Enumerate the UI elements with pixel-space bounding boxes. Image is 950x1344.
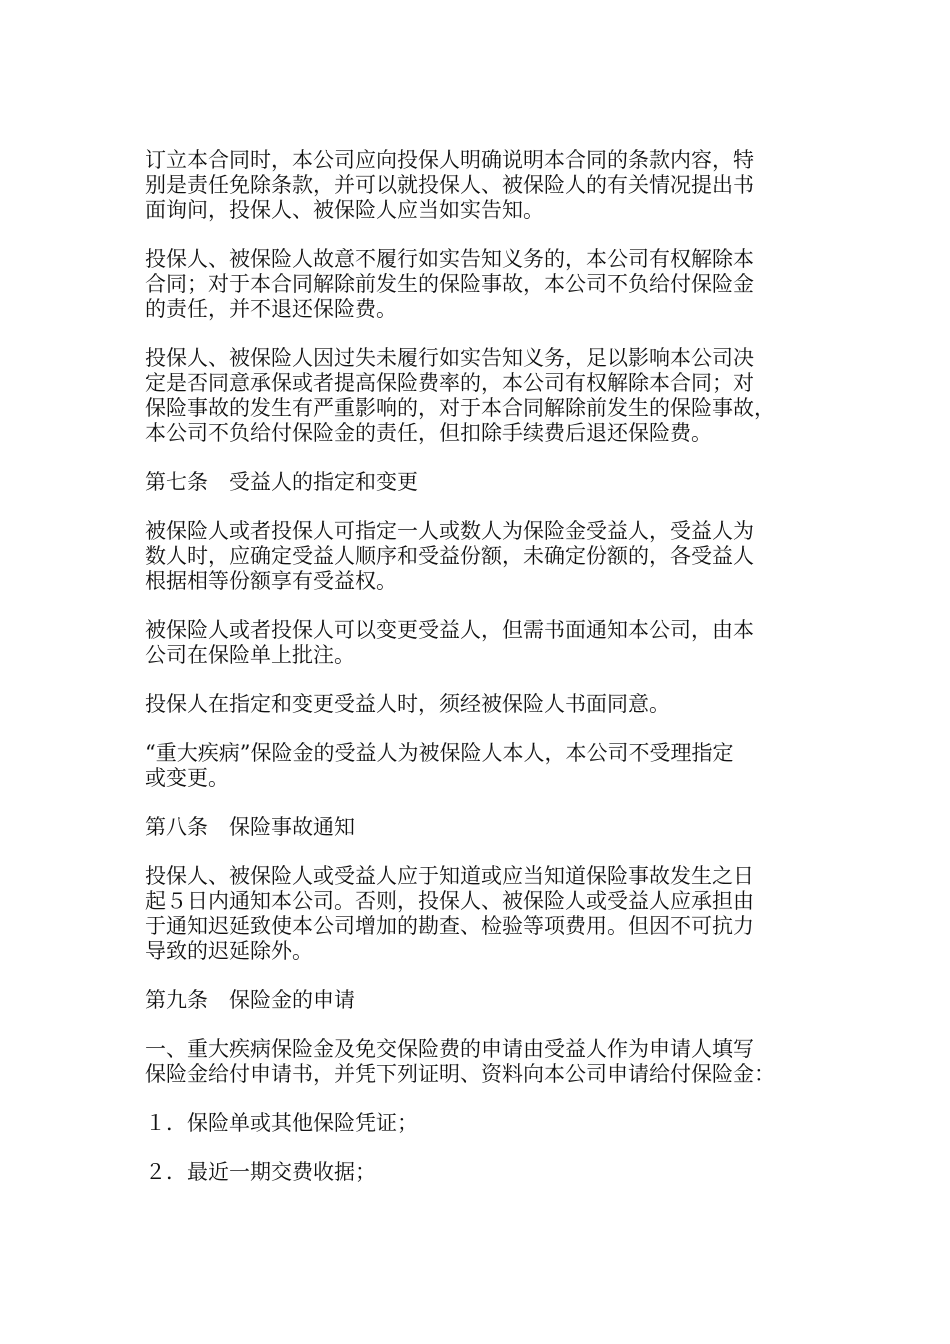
text-line: 定是否同意承保或者提高保险费率的，本公司有权解除本合同；对	[145, 371, 754, 395]
section-heading-article-7: 第七条 受益人的指定和变更	[145, 470, 418, 494]
text-line: 一、重大疾病保险金及免交保险费的申请由受益人作为申请人填写	[145, 1037, 754, 1061]
text-line: ２．最近一期交费收据；	[145, 1160, 376, 1184]
text-line: 投保人、被保险人故意不履行如实告知义务的，本公司有权解除本	[145, 247, 754, 271]
paragraph-critical-illness-beneficiary	[145, 741, 835, 791]
text-line: 或变更。	[145, 766, 229, 790]
paragraph-intentional-nondisclosure	[145, 247, 835, 322]
text-line: 被保险人或者投保人可以变更受益人，但需书面通知本公司，由本	[145, 618, 754, 642]
paragraph-insured-consent	[145, 692, 835, 717]
text-line: 的责任，并不退还保险费。	[145, 297, 397, 321]
text-line: “重大疾病”保险金的受益人为被保险人本人，本公司不受理指定	[145, 741, 734, 765]
section-heading-article-8: 第八条 保险事故通知	[145, 815, 355, 839]
text-line: 导致的迟延除外。	[145, 939, 313, 963]
text-line: 起５日内通知本公司。否则，投保人、被保险人或受益人应承担由	[145, 889, 754, 913]
paragraph-accident-notification	[145, 864, 835, 964]
text-line: 保险金给付申请书，并凭下列证明、资料向本公司申请给付保险金：	[145, 1062, 775, 1086]
text-line: 投保人、被保险人因过失未履行如实告知义务，足以影响本公司决	[145, 346, 754, 370]
text-line: 被保险人或者投保人可指定一人或数人为保险金受益人，受益人为	[145, 519, 754, 543]
text-line: 合同；对于本合同解除前发生的保险事故，本公司不负给付保险金	[145, 272, 754, 296]
text-line: 本公司不负给付保险金的责任，但扣除手续费后退还保险费。	[145, 421, 712, 445]
text-line: 面询问，投保人、被保险人应当如实告知。	[145, 198, 544, 222]
section-heading-article-9: 第九条 保险金的申请	[145, 988, 355, 1012]
paragraph-disclosure-duty	[145, 148, 835, 223]
text-line: 于通知迟延致使本公司增加的勘查、检验等项费用。但因不可抗力	[145, 914, 754, 938]
paragraph-claim-application	[145, 1037, 835, 1087]
text-line: 投保人在指定和变更受益人时，须经被保险人书面同意。	[145, 692, 670, 716]
text-line: 根据相等份额享有受益权。	[145, 569, 397, 593]
text-line: 订立本合同时，本公司应向投保人明确说明本合同的条款内容，特	[145, 148, 754, 172]
paragraph-beneficiary-designation	[145, 519, 835, 594]
text-line: 保险事故的发生有严重影响的，对于本合同解除前发生的保险事故，	[145, 396, 775, 420]
text-line: 别是责任免除条款，并可以就投保人、被保险人的有关情况提出书	[145, 173, 754, 197]
text-line: １．保险单或其他保险凭证；	[145, 1111, 418, 1135]
list-item-policy-certificate	[145, 1111, 835, 1136]
paragraph-beneficiary-change	[145, 618, 835, 668]
list-item-premium-receipt	[145, 1160, 835, 1185]
paragraph-negligent-nondisclosure	[145, 346, 835, 446]
text-line: 数人时，应确定受益人顺序和受益份额，未确定份额的，各受益人	[145, 544, 754, 568]
document-page	[145, 148, 835, 1209]
text-line: 投保人、被保险人或受益人应于知道或应当知道保险事故发生之日	[145, 864, 754, 888]
text-line: 公司在保险单上批注。	[145, 643, 355, 667]
